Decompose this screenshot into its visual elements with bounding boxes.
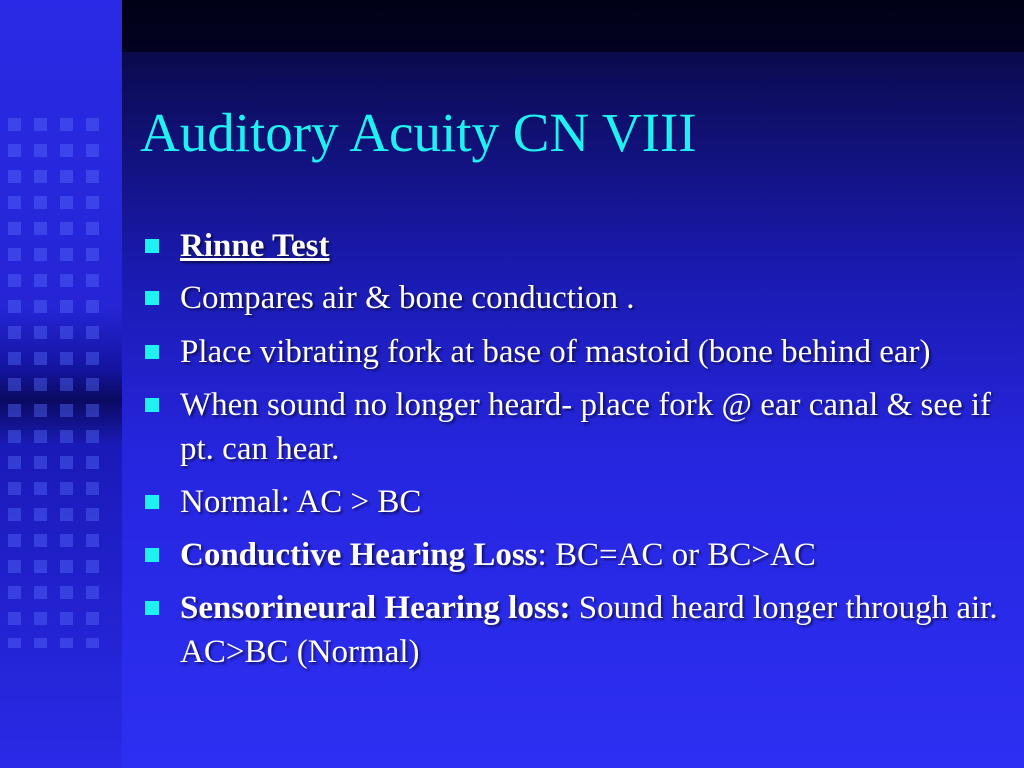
slide-title: Auditory Acuity CN VIII [140, 102, 697, 163]
square-bullet-icon [145, 601, 159, 615]
decorative-squares-pattern [8, 118, 112, 648]
bullet-sound-no-longer-heard [143, 383, 1003, 471]
bullet-conductive-hearing-loss [143, 533, 1003, 577]
square-bullet-icon [145, 291, 159, 305]
square-bullet-icon [145, 398, 159, 412]
bullet-bold-term: Sensorineural Hearing loss: [180, 590, 571, 626]
square-bullet-icon [145, 495, 159, 509]
square-bullet-icon [145, 345, 159, 359]
bullet-list [143, 224, 1013, 683]
bullet-text: Compares air & bone conduction . [180, 280, 635, 316]
left-decorative-panel [0, 0, 122, 768]
bullet-sensorineural-hearing-loss [143, 586, 1013, 674]
bullet-rinne-test [143, 224, 1003, 268]
bullet-text: When sound no longer heard- place fork @ ear canal & see if pt. can hear. [180, 387, 992, 467]
bullet-normal [143, 480, 1003, 524]
bullet-compares [143, 276, 1003, 320]
bullet-text: : BC=AC or BC>AC [537, 537, 816, 573]
square-bullet-icon [145, 239, 159, 253]
bullet-text: Normal: AC > BC [180, 484, 422, 520]
square-bullet-icon [145, 548, 159, 562]
bullet-bold-term: Conductive Hearing Loss [180, 537, 538, 573]
bullet-text: Place vibrating fork at base of mastoid (bone behind ear) [180, 334, 931, 370]
top-dark-band [122, 0, 1024, 52]
bullet-place-fork [143, 330, 1003, 374]
bullet-text: Sound heard longer through air. AC>BC (Normal) [180, 590, 1013, 670]
bullet-heading: Rinne Test [180, 228, 330, 264]
